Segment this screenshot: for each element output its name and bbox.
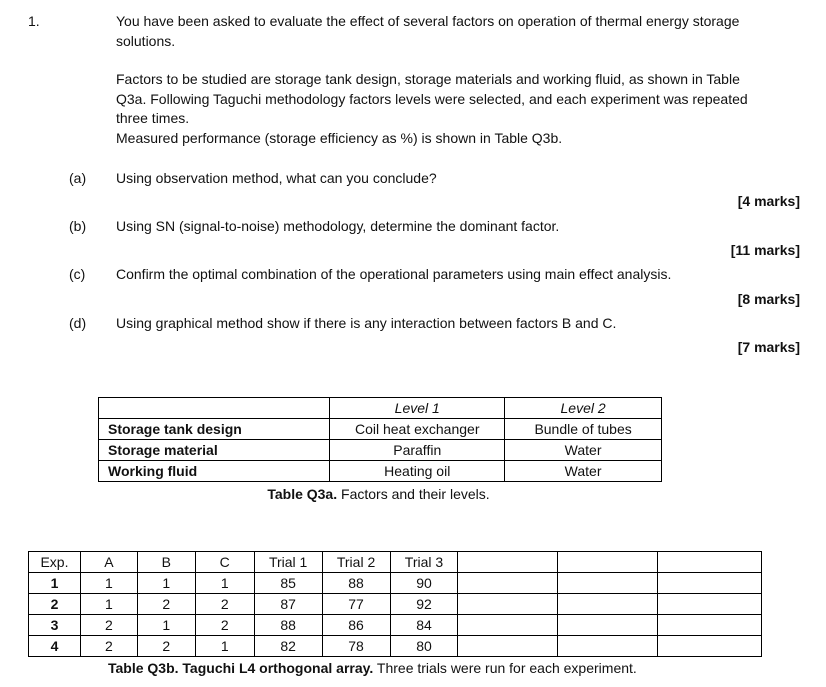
table-a-caption-label: Table Q3a.: [267, 486, 338, 502]
table-cell: [458, 573, 558, 594]
table-cell: [658, 594, 762, 615]
table-cell: 2: [80, 636, 137, 657]
table-header-cell: [458, 552, 558, 573]
table-row: [99, 440, 662, 461]
table-cell: 1: [137, 615, 195, 636]
table-cell: 85: [254, 573, 322, 594]
table-cell: 1: [137, 573, 195, 594]
table-row: [99, 461, 662, 482]
table-cell: [658, 636, 762, 657]
table-row: [99, 419, 662, 440]
table-a-caption: [0, 485, 757, 505]
part-a-text: Using observation method, what can you conclude?: [116, 170, 437, 186]
table-header-cell: [99, 398, 330, 419]
table-header-row: [99, 398, 662, 419]
table-header-cell: A: [80, 552, 137, 573]
part-d-marks: [7 marks]: [737, 339, 800, 355]
table-header-cell: Trial 1: [254, 552, 322, 573]
table-cell: 88: [322, 573, 390, 594]
experiment-number-cell: 1: [29, 573, 81, 594]
experiment-number-cell: 2: [29, 594, 81, 615]
table-cell: Bundle of tubes: [505, 419, 662, 440]
table-cell: Water: [505, 440, 662, 461]
table-b-caption-label: Table Q3b. Taguchi L4 orthogonal array.: [108, 660, 374, 676]
factors-paragraph: [116, 70, 796, 148]
table-cell: 1: [80, 573, 137, 594]
table-cell: [558, 594, 658, 615]
factor-name-cell: Working fluid: [99, 461, 330, 482]
table-cell: Coil heat exchanger: [330, 419, 505, 440]
factors-table: [98, 397, 662, 482]
table-cell: 78: [322, 636, 390, 657]
experiment-number-cell: 3: [29, 615, 81, 636]
table-cell: 87: [254, 594, 322, 615]
factors-line: Factors to be studied are storage tank design, storage materials and working fluid, as shown in Table: [116, 71, 740, 87]
table-cell: Paraffin: [330, 440, 505, 461]
part-b-label: (b): [69, 218, 87, 234]
table-header-cell: Level 2: [505, 398, 662, 419]
taguchi-array-table: [28, 551, 762, 657]
part-d-text: Using graphical method show if there is any interaction between factors B and C.: [116, 315, 617, 331]
factor-name-cell: Storage material: [99, 440, 330, 461]
table-cell: 80: [390, 636, 458, 657]
intro-paragraph: [116, 12, 796, 51]
table-cell: 2: [80, 615, 137, 636]
table-cell: [658, 573, 762, 594]
table-cell: 82: [254, 636, 322, 657]
table-cell: 2: [137, 594, 195, 615]
table-cell: [658, 615, 762, 636]
table-cell: [558, 636, 658, 657]
table-cell: Heating oil: [330, 461, 505, 482]
table-cell: 1: [195, 573, 254, 594]
experiment-number-cell: 4: [29, 636, 81, 657]
part-a-marks: [4 marks]: [737, 193, 800, 209]
table-row: [29, 573, 762, 594]
table-cell: 2: [137, 636, 195, 657]
table-cell: 92: [390, 594, 458, 615]
part-b-text: Using SN (signal-to-noise) methodology, determine the dominant factor.: [116, 218, 560, 234]
factors-line: Q3a. Following Taguchi methodology factors levels were selected, and each experiment was repeated: [116, 90, 748, 107]
table-header-cell: Exp.: [29, 552, 81, 573]
table-row: [29, 636, 762, 657]
table-cell: [458, 594, 558, 615]
table-cell: 90: [390, 573, 458, 594]
factors-line: three times.: [116, 110, 190, 126]
part-d-label: (d): [69, 315, 87, 331]
table-header-cell: [558, 552, 658, 573]
table-cell: 2: [195, 594, 254, 615]
table-cell: 2: [195, 615, 254, 636]
table-header-cell: C: [195, 552, 254, 573]
table-row: [29, 615, 762, 636]
table-header-row: [29, 552, 762, 573]
table-header-cell: [658, 552, 762, 573]
table-cell: 84: [390, 615, 458, 636]
part-c-label: (c): [69, 266, 86, 282]
table-header-cell: Trial 2: [322, 552, 390, 573]
part-b-marks: [11 marks]: [730, 242, 800, 258]
table-cell: 1: [80, 594, 137, 615]
table-cell: [558, 615, 658, 636]
part-c-marks: [8 marks]: [737, 291, 800, 307]
table-header-cell: Level 1: [330, 398, 505, 419]
table-row: [29, 594, 762, 615]
intro-line: solutions.: [116, 32, 176, 49]
table-cell: [558, 573, 658, 594]
intro-line: You have been asked to evaluate the effect of several factors on operation of thermal energy storage: [116, 13, 740, 29]
part-a-label: (a): [69, 170, 87, 186]
table-cell: 1: [195, 636, 254, 657]
factor-name-cell: Storage tank design: [99, 419, 330, 440]
question-number: 1.: [28, 13, 40, 29]
table-b-caption-text: Three trials were run for each experiment.: [373, 660, 637, 676]
table-cell: 88: [254, 615, 322, 636]
part-c-text: Confirm the optimal combination of the operational parameters using main effect analysis.: [116, 266, 672, 282]
table-b-caption: [108, 659, 637, 679]
table-cell: 77: [322, 594, 390, 615]
table-header-cell: Trial 3: [390, 552, 458, 573]
factors-line: Measured performance (storage efficiency as %) is shown in Table Q3b.: [116, 129, 563, 146]
table-cell: [458, 615, 558, 636]
table-cell: Water: [505, 461, 662, 482]
table-cell: 86: [322, 615, 390, 636]
table-a-caption-text: Factors and their levels.: [337, 486, 490, 502]
table-header-cell: B: [137, 552, 195, 573]
table-cell: [458, 636, 558, 657]
